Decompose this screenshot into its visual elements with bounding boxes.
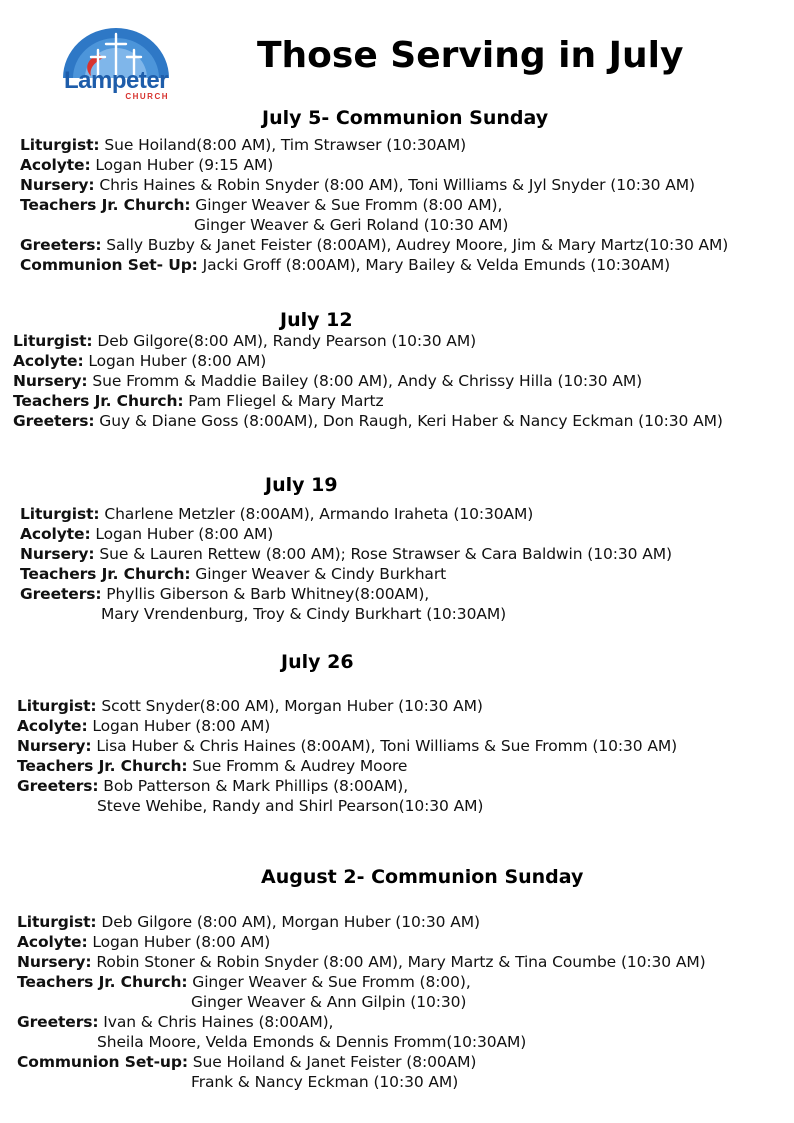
assignment-text: Charlene Metzler (8:00AM), Armando Iraheta (10:30AM) xyxy=(99,505,534,523)
assignment-text: Frank & Nancy Eckman (10:30 AM) xyxy=(191,1073,459,1091)
assignment-text: Sue Hoiland(8:00 AM), Tim Strawser (10:30AM) xyxy=(99,136,467,154)
role-label: Greeters: xyxy=(20,585,102,603)
assignment-line xyxy=(20,504,533,524)
assignment-text: Sue Hoiland & Janet Feister (8:00AM) xyxy=(187,1053,477,1071)
assignment-line xyxy=(20,255,670,275)
assignment-line xyxy=(20,135,466,155)
assignment-line xyxy=(17,952,706,972)
role-label: Acolyte: xyxy=(17,933,88,951)
assignment-line xyxy=(20,564,446,584)
assignment-text: Deb Gilgore(8:00 AM), Randy Pearson (10:30 AM) xyxy=(92,332,477,350)
section-heading: July 12 xyxy=(280,309,353,331)
assignment-line xyxy=(17,696,483,716)
role-label: Communion Set- Up: xyxy=(20,256,198,274)
role-label: Teachers Jr. Church: xyxy=(13,392,184,410)
logo-subtitle: CHURCH xyxy=(125,92,169,101)
assignment-continuation xyxy=(97,1032,526,1052)
assignment-text: Guy & Diane Goss (8:00AM), Don Raugh, Keri Haber & Nancy Eckman (10:30 AM) xyxy=(94,412,723,430)
role-label: Greeters: xyxy=(20,236,102,254)
assignment-text: Logan Huber (9:15 AM) xyxy=(90,156,274,174)
assignment-line xyxy=(20,175,695,195)
role-label: Greeters: xyxy=(13,412,95,430)
assignment-text: Jacki Groff (8:00AM), Mary Bailey & Velda Emunds (10:30AM) xyxy=(197,256,671,274)
assignment-text: Sue & Lauren Rettew (8:00 AM); Rose Strawser & Cara Baldwin (10:30 AM) xyxy=(94,545,672,563)
assignment-text: Robin Stoner & Robin Snyder (8:00 AM), Mary Martz & Tina Coumbe (10:30 AM) xyxy=(91,953,706,971)
role-label: Nursery: xyxy=(17,953,92,971)
role-label: Acolyte: xyxy=(17,717,88,735)
assignment-line xyxy=(17,1052,476,1072)
assignment-continuation xyxy=(101,604,506,624)
page-title: Those Serving in July xyxy=(257,35,684,76)
role-label: Communion Set-up: xyxy=(17,1053,188,1071)
assignment-text: Deb Gilgore (8:00 AM), Morgan Huber (10:30 AM) xyxy=(96,913,480,931)
role-label: Teachers Jr. Church: xyxy=(17,973,188,991)
role-label: Acolyte: xyxy=(20,156,91,174)
role-label: Liturgist: xyxy=(13,332,93,350)
role-label: Nursery: xyxy=(20,176,95,194)
assignment-line xyxy=(20,544,672,564)
assignment-text: Ivan & Chris Haines (8:00AM), xyxy=(98,1013,334,1031)
assignment-text: Pam Fliegel & Mary Martz xyxy=(183,392,384,410)
assignment-continuation xyxy=(97,796,483,816)
assignment-text: Scott Snyder(8:00 AM), Morgan Huber (10:30 AM) xyxy=(96,697,483,715)
logo-name: Lampeter xyxy=(63,67,169,94)
role-label: Greeters: xyxy=(17,1013,99,1031)
assignment-line xyxy=(17,776,408,796)
assignment-line xyxy=(13,331,476,351)
assignment-line xyxy=(17,912,480,932)
assignment-text: Steve Wehibe, Randy and Shirl Pearson(10:30 AM) xyxy=(97,797,484,815)
assignment-text: Ginger Weaver & Ann Gilpin (10:30) xyxy=(191,993,467,1011)
assignment-line xyxy=(17,756,407,776)
assignment-continuation xyxy=(191,1072,458,1092)
assignment-line xyxy=(17,736,677,756)
role-label: Teachers Jr. Church: xyxy=(17,757,188,775)
assignment-text: Logan Huber (8:00 AM) xyxy=(87,933,271,951)
assignment-line xyxy=(13,411,723,431)
assignment-text: Bob Patterson & Mark Phillips (8:00AM), xyxy=(98,777,409,795)
assignment-text: Ginger Weaver & Sue Fromm (8:00), xyxy=(187,973,471,991)
role-label: Greeters: xyxy=(17,777,99,795)
assignment-text: Mary Vrendenburg, Troy & Cindy Burkhart (10:30AM) xyxy=(101,605,507,623)
assignment-text: Sally Buzby & Janet Feister (8:00AM), Audrey Moore, Jim & Mary Martz(10:30 AM) xyxy=(101,236,729,254)
assignment-text: Ginger Weaver & Sue Fromm (8:00 AM), xyxy=(190,196,503,214)
role-label: Teachers Jr. Church: xyxy=(20,565,191,583)
assignment-text: Logan Huber (8:00 AM) xyxy=(90,525,274,543)
role-label: Liturgist: xyxy=(20,136,100,154)
role-label: Nursery: xyxy=(17,737,92,755)
assignment-line xyxy=(13,351,266,371)
role-label: Acolyte: xyxy=(13,352,84,370)
assignment-line xyxy=(17,716,270,736)
assignment-text: Sue Fromm & Audrey Moore xyxy=(187,757,408,775)
role-label: Liturgist: xyxy=(20,505,100,523)
role-label: Acolyte: xyxy=(20,525,91,543)
assignment-line xyxy=(20,155,273,175)
role-label: Nursery: xyxy=(13,372,88,390)
role-label: Teachers Jr. Church: xyxy=(20,196,191,214)
assignment-text: Chris Haines & Robin Snyder (8:00 AM), Toni Williams & Jyl Snyder (10:30 AM) xyxy=(94,176,695,194)
assignment-line xyxy=(13,391,384,411)
assignment-text: Lisa Huber & Chris Haines (8:00AM), Toni Williams & Sue Fromm (10:30 AM) xyxy=(91,737,678,755)
section-heading: August 2- Communion Sunday xyxy=(261,866,584,888)
assignment-text: Sue Fromm & Maddie Bailey (8:00 AM), Andy & Chrissy Hilla (10:30 AM) xyxy=(87,372,643,390)
assignment-line xyxy=(20,584,429,604)
section-heading: July 19 xyxy=(265,474,338,496)
assignment-line xyxy=(17,1012,333,1032)
section-heading: July 5- Communion Sunday xyxy=(262,107,549,129)
assignment-line xyxy=(17,932,270,952)
assignment-line xyxy=(20,235,728,255)
assignment-continuation xyxy=(194,215,508,235)
role-label: Liturgist: xyxy=(17,697,97,715)
assignment-line xyxy=(20,195,502,215)
church-logo xyxy=(55,26,177,104)
assignment-line xyxy=(13,371,642,391)
section-heading: July 26 xyxy=(281,651,354,673)
assignment-line xyxy=(20,524,273,544)
assignment-text: Ginger Weaver & Geri Roland (10:30 AM) xyxy=(194,216,509,234)
assignment-line xyxy=(17,972,471,992)
assignment-text: Ginger Weaver & Cindy Burkhart xyxy=(190,565,447,583)
assignment-text: Logan Huber (8:00 AM) xyxy=(83,352,267,370)
assignment-text: Logan Huber (8:00 AM) xyxy=(87,717,271,735)
role-label: Nursery: xyxy=(20,545,95,563)
role-label: Liturgist: xyxy=(17,913,97,931)
assignment-text: Phyllis Giberson & Barb Whitney(8:00AM), xyxy=(101,585,430,603)
assignment-text: Sheila Moore, Velda Emonds & Dennis Fromm(10:30AM) xyxy=(97,1033,527,1051)
assignment-continuation xyxy=(191,992,466,1012)
